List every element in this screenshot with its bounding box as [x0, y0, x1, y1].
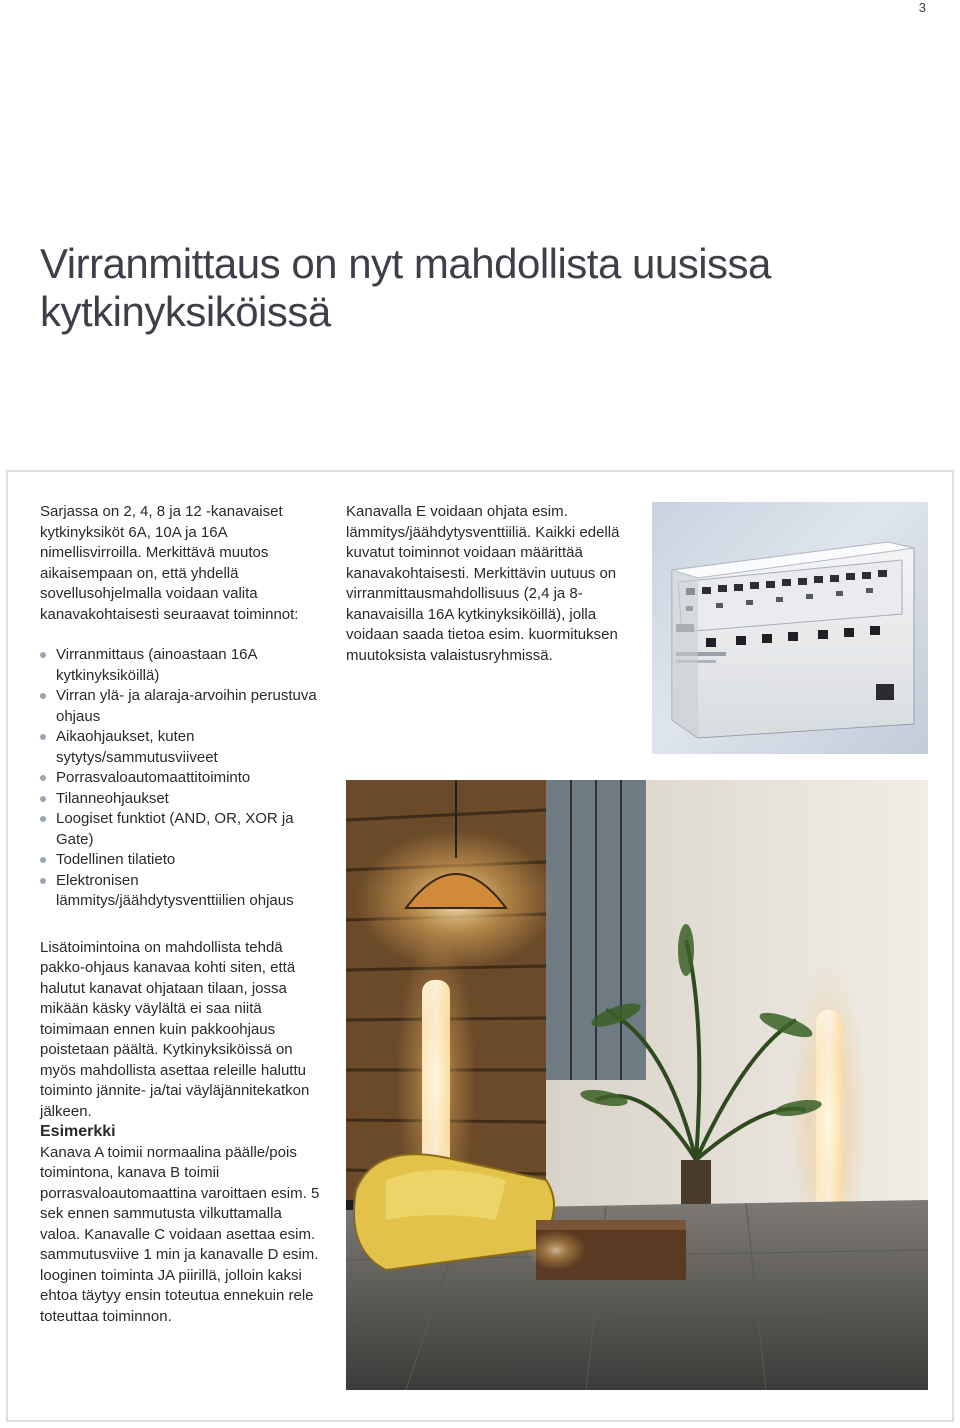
list-item: Loogiset funktiot (AND, OR, XOR ja Gate)	[40, 809, 320, 850]
mid-paragraph: Kanavalla E voidaan ohjata esim. lämmitys/jäähdytysventtiiliä. Kaikki edellä kuvatut toiminnot voidaan määrittää kanavakohtaisesti. Merkittävin uutuus on virranmittausmahdollisuus (2,4 ja 8-kanavaisilla 16A kytkinyksiköillä), jolla voidaan saada tietoa esim. kuormituksen muutoksista valaistusryhmissä.	[346, 503, 620, 664]
switch-actuator-photo	[652, 502, 928, 754]
example-paragraph: Kanava A toimii normaalina päälle/pois toimintona, kanava B toimii porrasvaloautomaattina varoittaen esim. 5 sek ennen sammutusta vilkuttamalla valoa. Kanavalle C voidaan asettaa esim. sammutusviive 1 min ja kanavalle D esim. looginen toiminta JA piirillä, jolloin kaksi ehtoa täytyy ensin toteutua ennekuin rele toteuttaa toiminnon.	[40, 1143, 320, 1325]
switch-actuator-illustration	[652, 502, 928, 754]
intro-paragraph: Sarjassa on 2, 4, 8 ja 12 -kanavaiset kytkinyksiköt 6A, 10A ja 16A nimellisvirroilla. Merkittävä muutos aikaisempaan on, että yhdellä sovellusohjelmalla voidaan valita kanavakohtaisesti seuraavat toiminnot:	[40, 503, 299, 623]
page-number: 3	[918, 0, 926, 15]
list-item: Virranmittaus (ainoastaan 16A kytkinyksiköillä)	[40, 645, 320, 686]
lobby-illustration	[346, 780, 928, 1390]
page-title: Virranmittaus on nyt mahdollista uusissa kytkinyksiköissä	[40, 240, 771, 335]
list-item: Virran ylä- ja alaraja-arvoihin perustuva ohjaus	[40, 686, 320, 727]
list-item: Tilanneohjaukset	[40, 789, 320, 810]
left-column	[40, 502, 320, 1327]
list-item: Elektronisen lämmitys/jäähdytysventtiilien ohjaus	[40, 871, 320, 912]
list-item: Todellinen tilatieto	[40, 850, 320, 871]
feature-list	[40, 645, 320, 912]
example-heading: Esimerkki	[40, 1123, 116, 1140]
lobby-lighting-photo	[346, 780, 928, 1390]
extra-paragraph: Lisätoimintoina on mahdollista tehdä pakko-ohjaus kanavaa kohti siten, että halutut kanavat ohjataan tilaan, jossa mikään käsky väylältä ei saa niitä toimimaan ennen kuin pakkoohjaus poistetaan päältä. Kytkinyksiköissä on myös mahdollista asettaa releille haluttu toiminto jännite- ja/tai väyläjännitekatkon jälkeen.	[40, 938, 310, 1120]
list-item: Aikaohjaukset, kuten sytytys/sammutusviiveet	[40, 727, 320, 768]
list-item: Porrasvaloautomaattitoiminto	[40, 768, 320, 789]
middle-column	[346, 502, 626, 666]
